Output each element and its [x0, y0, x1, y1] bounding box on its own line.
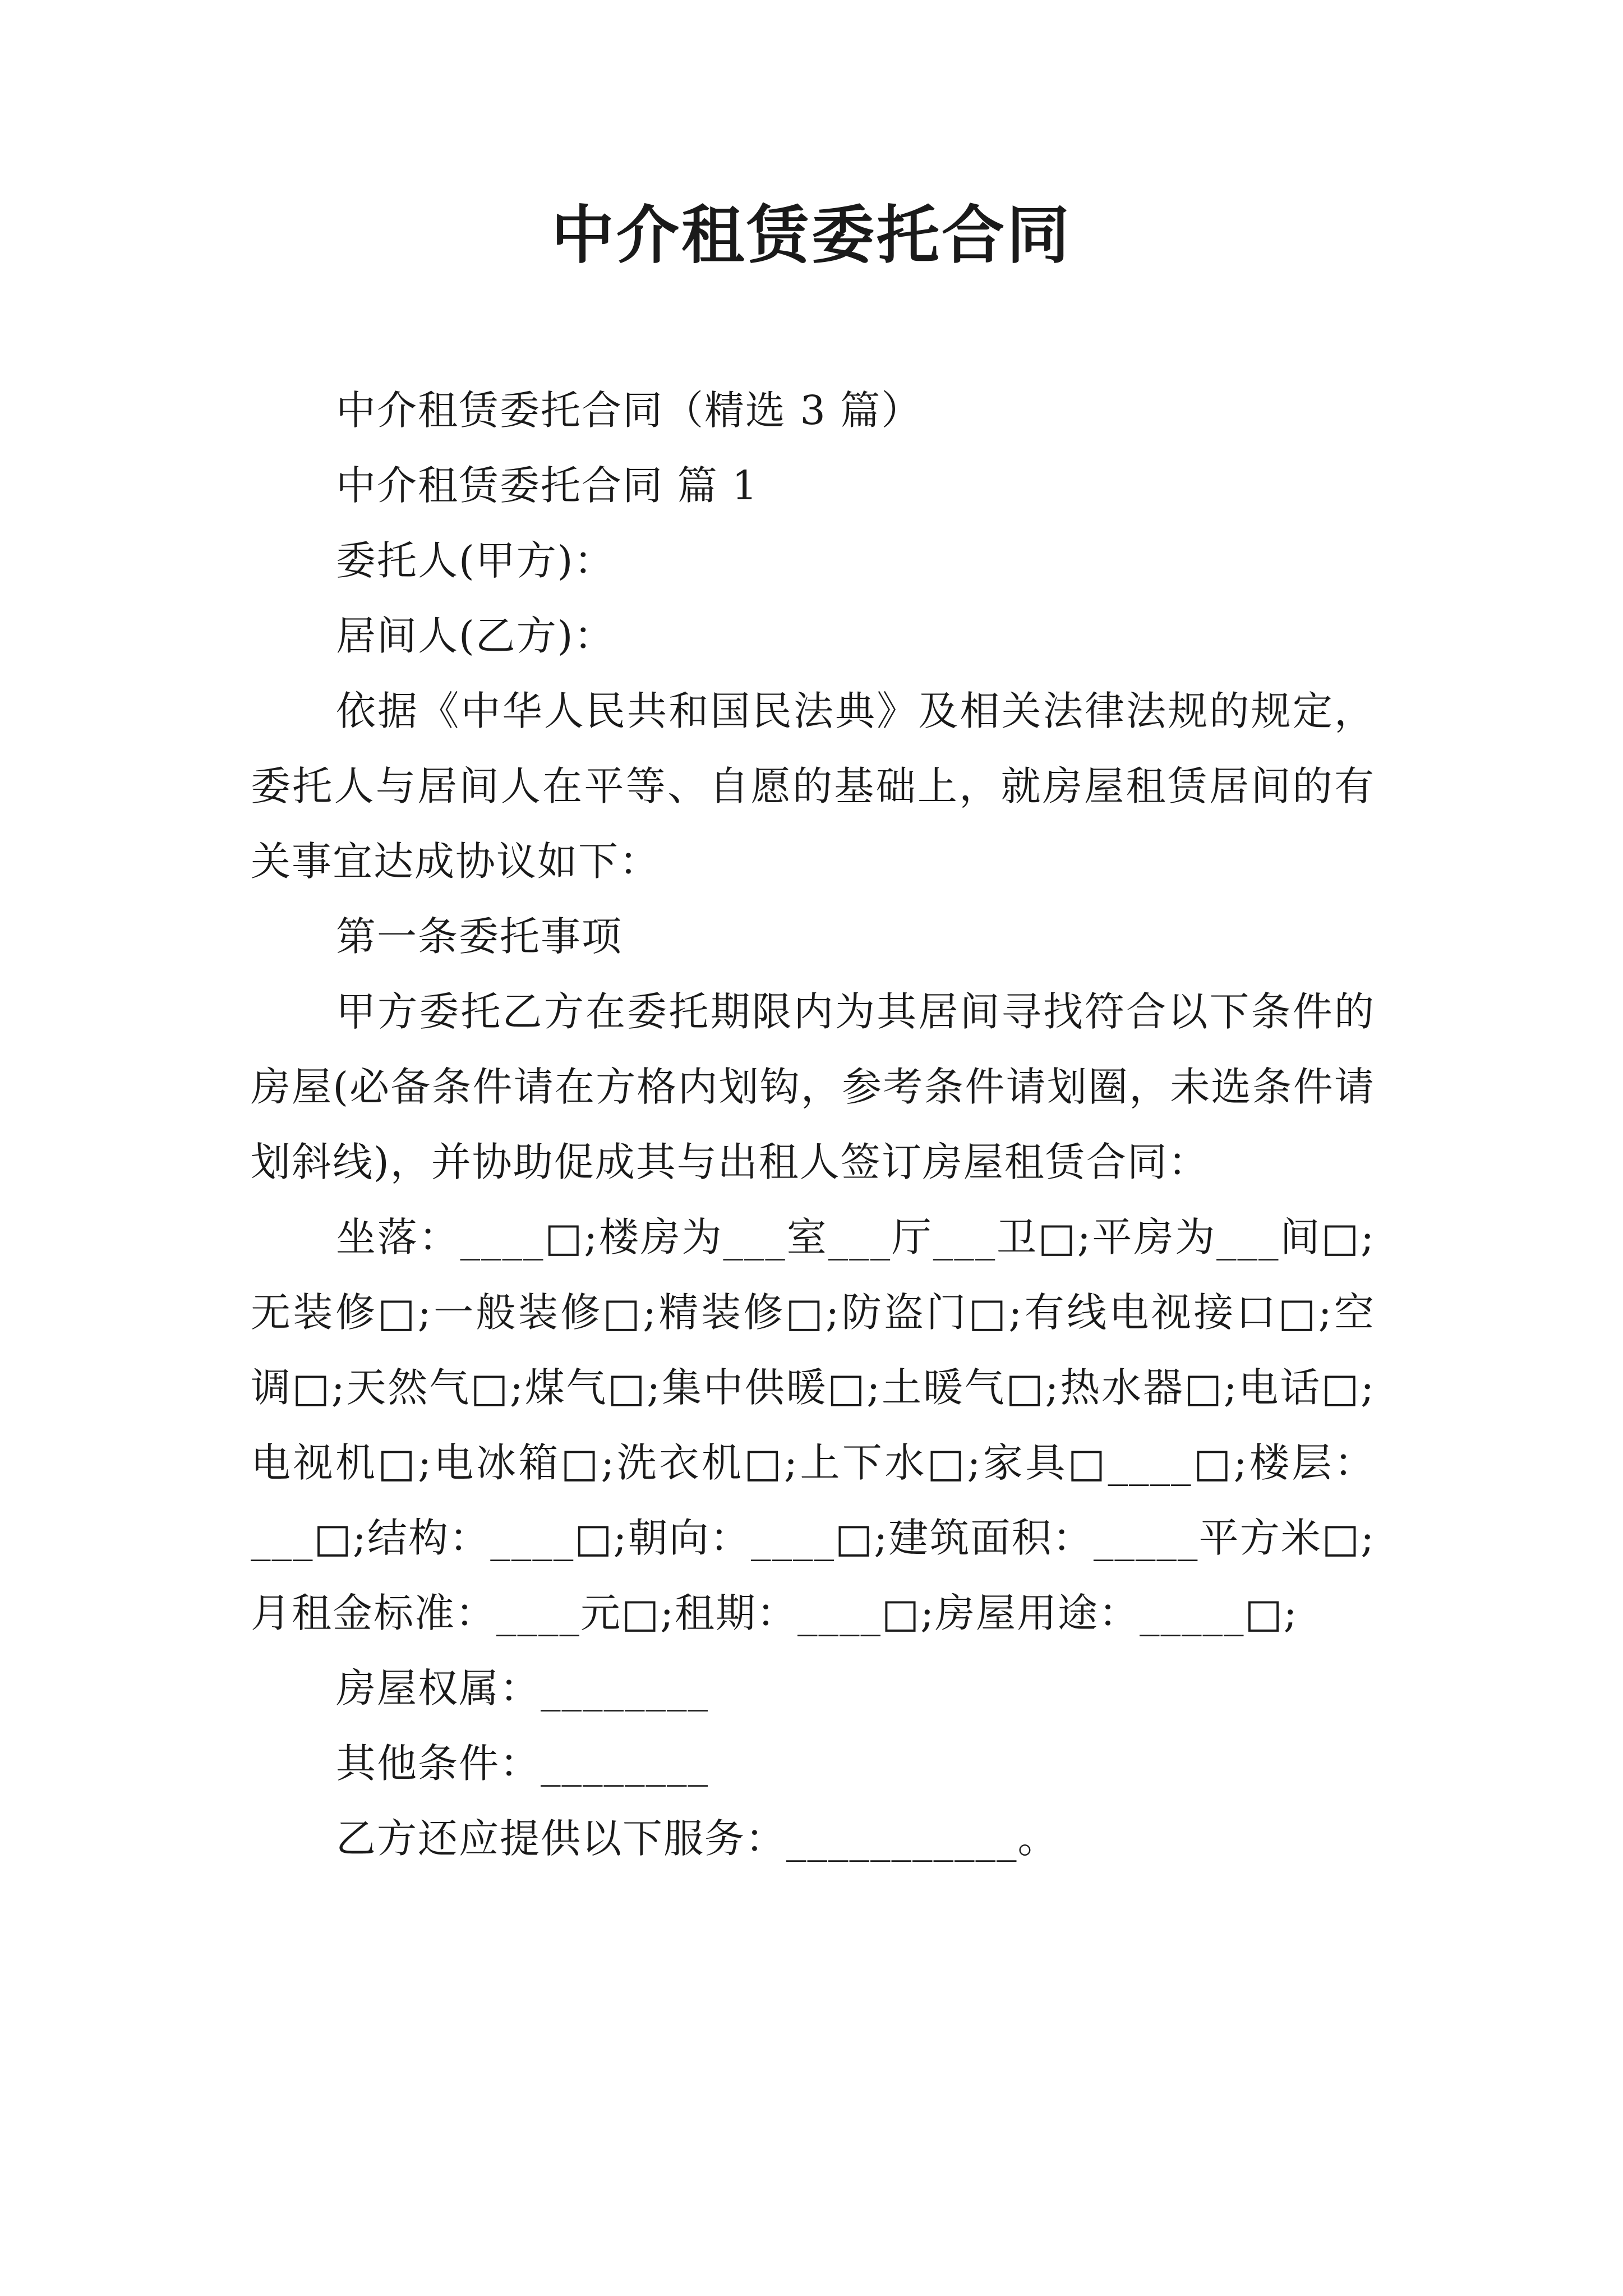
document-body — [251, 373, 1375, 1876]
preamble-paragraph: 依据《中华人民共和国民法典》及相关法律法规的规定，委托人与居间人在平等、自愿的基础上，就房屋租赁居间的有关事宜达成协议如下： — [251, 688, 1375, 885]
ownership-line: 房屋权属：________ — [336, 1665, 709, 1711]
property-conditions-paragraph: 坐落：____□;楼房为___室___厅___卫□;平房为___间□;无装修□;一般装修□;精装修□;防盗门□;有线电视接口□;空调□;天然气□;煤气□;集中供暖□;土暖气□;热水器□;电话□;电视机□;电冰箱□;洗衣机□;上下水□;家具□____□;楼层：___□;结构：____□;朝向：____□;建筑面积：_____平方米□;月租金标准：____元□;租期：____□;房屋用途：_____□; — [251, 1214, 1375, 1636]
article-one-paragraph: 甲方委托乙方在委托期限内为其居间寻找符合以下条件的房屋(必备条件请在方格内划钩，参考条件请划圈，未选条件请划斜线)，并协助促成其与出租人签订房屋租赁合同： — [251, 988, 1375, 1185]
extra-services-line: 乙方还应提供以下服务：___________。 — [336, 1815, 1059, 1862]
document-title: 中介租赁委托合同 — [551, 199, 1072, 272]
other-conditions-line: 其他条件：________ — [336, 1740, 709, 1787]
party-a-line: 委托人(甲方)： — [336, 537, 615, 584]
subtitle-line: 中介租赁委托合同（精选 3 篇） — [336, 387, 923, 434]
article-one-heading: 第一条委托事项 — [336, 913, 623, 960]
section-heading: 中介租赁委托合同 篇 1 — [336, 462, 759, 509]
party-b-line: 居间人(乙方)： — [336, 613, 615, 659]
